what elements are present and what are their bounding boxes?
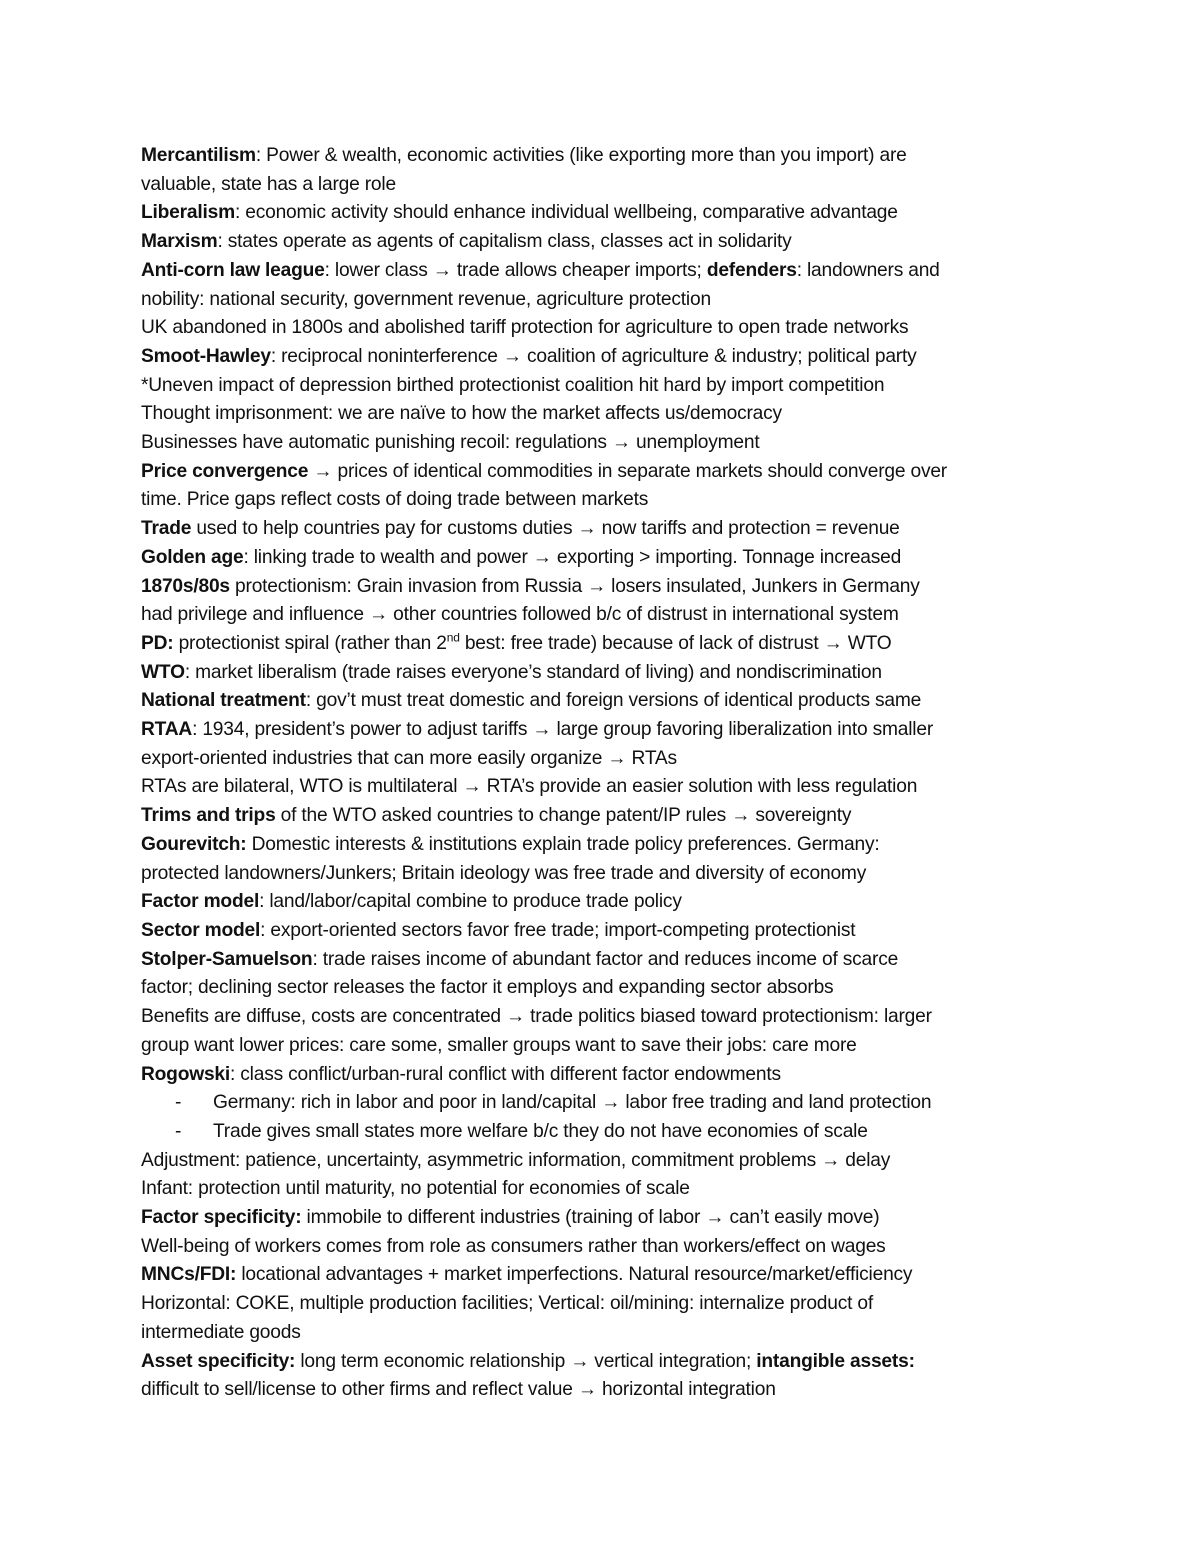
- paragraph-line: [141, 544, 1141, 573]
- text-run: of the WTO asked countries to change patent/IP rules → sovereignty: [275, 805, 852, 827]
- document-body: [141, 142, 1141, 1405]
- paragraph-line: [141, 659, 1141, 688]
- paragraph-line: [141, 314, 1141, 343]
- paragraph-line: [141, 1261, 1141, 1290]
- paragraph-line: [141, 1032, 1141, 1061]
- bold-term: Gourevitch:: [141, 833, 247, 855]
- text-run: locational advantages + market imperfections. Natural resource/market/efficiency: [236, 1264, 913, 1286]
- text-run: : lower class → trade allows cheaper imports;: [324, 259, 707, 281]
- text-run: group want lower prices: care some, smaller groups want to save their jobs: care more: [141, 1034, 857, 1056]
- paragraph-line: [141, 1233, 1141, 1262]
- paragraph-line: [141, 917, 1141, 946]
- text-run: used to help countries pay for customs duties → now tariffs and protection = revenue: [191, 518, 900, 540]
- paragraph-line: [141, 1147, 1141, 1176]
- paragraph-line: [141, 1204, 1141, 1233]
- bold-term: Liberalism: [141, 202, 235, 224]
- paragraph-line: [141, 946, 1141, 975]
- bold-term: Sector model: [141, 919, 261, 941]
- paragraph-line: [141, 860, 1141, 889]
- text-run: Infant: protection until maturity, no potential for economies of scale: [141, 1178, 690, 1200]
- text-run: best: free trade) because of lack of distrust → WTO: [459, 632, 892, 654]
- paragraph-line: [141, 515, 1141, 544]
- bold-term: Mercantilism: [141, 145, 256, 166]
- paragraph-line: [141, 802, 1141, 831]
- paragraph-line: [141, 486, 1141, 515]
- paragraph-line: [141, 1175, 1141, 1204]
- bold-term: Trims and trips: [141, 805, 276, 827]
- bold-term: Anti-corn law league: [141, 259, 325, 281]
- bold-term: defenders: [706, 259, 797, 281]
- text-run: *Uneven impact of depression birthed protectionist coalition hit hard by import competition: [141, 374, 885, 396]
- text-run: UK abandoned in 1800s and abolished tariff protection for agriculture to open trade networks: [141, 317, 909, 339]
- bold-term: National treatment: [141, 690, 306, 712]
- bold-term: RTAA: [141, 719, 193, 741]
- paragraph-line: [141, 171, 1141, 200]
- paragraph-line: [141, 831, 1141, 860]
- text-run: immobile to different industries (training of labor → can’t easily move): [301, 1207, 880, 1229]
- text-run: : Power & wealth, economic activities (like exporting more than you import) are: [255, 145, 907, 166]
- bold-term: Asset specificity:: [141, 1350, 296, 1372]
- paragraph-line: [141, 1348, 1141, 1377]
- bullet-item-line: [141, 1118, 1141, 1147]
- paragraph-line: [141, 458, 1141, 487]
- bold-term: intangible assets:: [756, 1350, 915, 1372]
- text-run: → prices of identical commodities in separate markets should converge over: [308, 460, 947, 482]
- text-run: Germany: rich in labor and poor in land/capital → labor free trading and land protection: [213, 1092, 932, 1114]
- text-run: Trade gives small states more welfare b/c they do not have economies of scale: [213, 1120, 868, 1142]
- paragraph-line: [141, 228, 1141, 257]
- paragraph-line: [141, 630, 1141, 659]
- bold-term: MNCs/FDI:: [141, 1264, 237, 1286]
- paragraph-line: [141, 687, 1141, 716]
- paragraph-line: [141, 343, 1141, 372]
- paragraph-line: [141, 142, 1141, 171]
- bold-term: WTO: [141, 661, 185, 683]
- paragraph-line: [141, 1319, 1141, 1348]
- bold-term: PD:: [141, 632, 174, 654]
- text-run: : trade raises income of abundant factor and reduces income of scarce: [312, 948, 899, 970]
- paragraph-line: [141, 716, 1141, 745]
- paragraph-line: [141, 257, 1141, 286]
- text-run: : class conflict/urban-rural conflict with different factor endowments: [230, 1063, 781, 1085]
- bullet-marker: -: [175, 1120, 182, 1142]
- bullet-item-line: [141, 1089, 1141, 1118]
- text-run: difficult to sell/license to other firms and reflect value → horizontal integration: [141, 1379, 776, 1401]
- paragraph-line: [141, 286, 1141, 315]
- paragraph-line: [141, 773, 1141, 802]
- text-run: export-oriented industries that can more easily organize → RTAs: [141, 747, 677, 769]
- paragraph-line: [141, 888, 1141, 917]
- text-run: factor; declining sector releases the factor it employs and expanding sector absorbs: [141, 977, 834, 999]
- text-run: : linking trade to wealth and power → exporting > importing. Tonnage increased: [243, 546, 902, 568]
- bold-term: Golden age: [141, 546, 244, 568]
- text-run: long term economic relationship → vertical integration;: [295, 1350, 757, 1372]
- paragraph-line: [141, 429, 1141, 458]
- paragraph-line: [141, 199, 1141, 228]
- bullet-marker: -: [175, 1092, 182, 1114]
- text-run: had privilege and influence → other countries followed b/c of distrust in international system: [141, 604, 899, 626]
- bold-term: Smoot-Hawley: [141, 345, 271, 367]
- paragraph-line: [141, 573, 1141, 602]
- text-run: Businesses have automatic punishing recoil: regulations → unemployment: [141, 432, 760, 454]
- superscript-text: nd: [446, 630, 460, 645]
- bold-term: Factor specificity:: [141, 1207, 302, 1229]
- text-run: : market liberalism (trade raises everyone’s standard of living) and nondiscrimination: [184, 661, 882, 683]
- bold-term: Price convergence: [141, 460, 309, 482]
- text-run: Thought imprisonment: we are naïve to how the market affects us/democracy: [141, 403, 782, 425]
- text-run: protectionism: Grain invasion from Russia → losers insulated, Junkers in Germany: [229, 575, 920, 597]
- text-run: intermediate goods: [141, 1321, 301, 1343]
- bold-term: 1870s/80s: [141, 575, 230, 597]
- text-run: time. Price gaps reflect costs of doing trade between markets: [141, 489, 649, 511]
- paragraph-line: [141, 1003, 1141, 1032]
- text-run: protectionist spiral (rather than 2: [173, 632, 447, 654]
- text-run: nobility: national security, government revenue, agriculture protection: [141, 288, 711, 310]
- text-run: Benefits are diffuse, costs are concentrated → trade politics biased toward protectionism: larger: [141, 1006, 932, 1028]
- text-run: : reciprocal noninterference → coalition of agriculture & industry; political party: [270, 345, 917, 367]
- paragraph-line: [141, 372, 1141, 401]
- text-run: : states operate as agents of capitalism class, classes act in solidarity: [217, 231, 792, 253]
- bold-term: Marxism: [141, 231, 218, 253]
- bold-term: Factor model: [141, 891, 260, 913]
- text-run: : 1934, president’s power to adjust tariffs → large group favoring liberalization into smaller: [192, 719, 934, 741]
- text-run: Adjustment: patience, uncertainty, asymmetric information, commitment problems → delay: [141, 1149, 891, 1171]
- paragraph-line: [141, 400, 1141, 429]
- paragraph-line: [141, 745, 1141, 774]
- paragraph-line: [141, 601, 1141, 630]
- bold-term: Stolper-Samuelson: [141, 948, 313, 970]
- paragraph-line: [141, 974, 1141, 1003]
- text-run: Well-being of workers comes from role as consumers rather than workers/effect on wages: [141, 1235, 886, 1257]
- text-run: valuable, state has a large role: [141, 173, 396, 195]
- text-run: Domestic interests & institutions explain trade policy preferences. Germany:: [246, 833, 880, 855]
- text-run: : land/labor/capital combine to produce trade policy: [259, 891, 682, 913]
- text-run: : economic activity should enhance individual wellbeing, comparative advantage: [234, 202, 898, 224]
- text-run: : export-oriented sectors favor free trade; import-competing protectionist: [260, 919, 856, 941]
- paragraph-line: [141, 1061, 1141, 1090]
- text-run: : gov’t must treat domestic and foreign versions of identical products same: [305, 690, 922, 712]
- bold-term: Rogowski: [141, 1063, 231, 1085]
- paragraph-line: [141, 1376, 1141, 1405]
- text-run: Horizontal: COKE, multiple production facilities; Vertical: oil/mining: internalize product of: [141, 1293, 873, 1315]
- bold-term: Trade: [141, 518, 192, 540]
- text-run: protected landowners/Junkers; Britain ideology was free trade and diversity of economy: [141, 862, 867, 884]
- paragraph-line: [141, 1290, 1141, 1319]
- text-run: RTAs are bilateral, WTO is multilateral → RTA’s provide an easier solution with less regulation: [141, 776, 918, 798]
- text-run: : landowners and: [796, 259, 940, 281]
